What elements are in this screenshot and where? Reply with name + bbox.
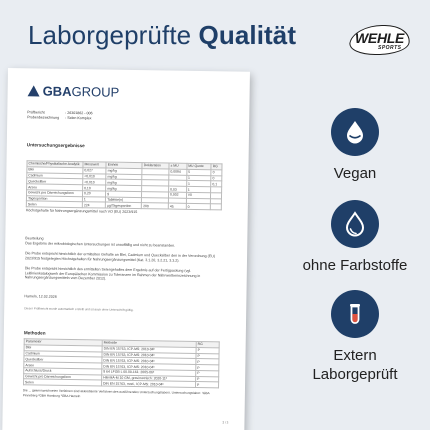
table-cell: P [196,359,219,365]
brand-logo-name: WEHLE [355,30,405,46]
table-cell: mg/kg [106,185,142,191]
table-cell: P [196,370,219,376]
lab-logo-text: GBAGROUP [42,83,120,100]
table-cell: Methode [102,340,196,347]
table-cell: Aufschluss/Druck [24,368,102,375]
brand-logo [350,22,412,58]
table-cell: 0,0084 [169,169,187,175]
methods-title: Methoden [23,330,46,336]
feature-lab-tested [290,290,420,384]
table-cell: DIN EN 15763, ICP-MS: 2010-04ᵇ [102,352,196,359]
table-cell: P [196,382,219,388]
table-cell: DIN EN 15763, ICP-MS: 2010-04ᵇ [102,363,196,370]
signature-note: Dieser Prüfbericht wurde automatisch erstellt und ist auch ohne Unterschrift gültig. [24,306,134,312]
table-cell: P [196,365,219,371]
table-cell: 45 [168,204,186,210]
feature-label-vegan: Vegan [333,165,377,182]
table-cell: Tablette(n) [106,197,142,203]
methods-table [23,338,220,388]
table-cell: 200 [142,203,169,209]
table-cell: 0,1 [211,181,222,187]
assessment-title: Beurteilung [25,236,44,241]
table-cell: Messwert [83,162,106,168]
table-cell: 1 [186,186,211,192]
table-cell: Tagesportion [26,195,82,202]
table-cell: g [106,191,142,197]
brand-logo-sub: SPORTS [378,45,402,51]
test-tube-icon [341,300,369,328]
table-cell: 1 [82,196,105,202]
table-cell: P [196,353,219,359]
table-cell: mg/kg [106,179,142,185]
feature-label-no-colorants: ohne Farbstoffe [302,257,408,274]
table-cell: 1 [186,181,211,187]
feature-vegan-badge [331,108,379,156]
no-color-drop-icon [341,210,369,238]
table-cell: µg/Tagesportion [106,203,142,209]
table-cell: 0,20 [82,191,105,197]
table-cell: Quecksilber [24,356,102,363]
table-cell: mg/kg [106,168,142,174]
table-cell: RG [196,341,219,347]
table-cell: DIN EN 15763, mod., ICP-MS: 2010-04ᵇ [102,380,196,387]
feature-label-lab-tested: Extern Laborgeprüft [312,347,398,383]
table-cell: <0,010 [83,179,106,185]
page-number: 2 / 3 [222,420,229,425]
table-cell: 224 [82,202,105,208]
feature-vegan [290,108,420,183]
table-cell: Chemische/Physikalische Analytik [27,161,83,168]
report-meta: Prüfbericht : 26301862 - 006 Probenbezeichnung : Selen Komplex [27,110,93,121]
table-cell: 0 [211,169,222,175]
assessment-paragraph-2: Die Probe entspricht hinsichtlich der ermittelten Gehalte an Blei, Cadmium und Quecksilber den in der Verordnung (EU) 2023/915 festgelegten Höchstgehalten für Nahrungsergänzungsmittel (Kat. 3.1.20, 3.2.21, 3.3.2). [24,251,216,263]
results-title: Untersuchungsergebnisse [26,142,85,149]
table-cell: Selen [24,379,102,386]
table-cell: 0,027 [83,167,106,173]
table-cell: 0,03 [169,186,187,192]
table-cell: Cadmium [24,350,102,357]
feature-no-colorants [290,200,420,275]
methods-footnote: Die ... gekennzeichneten Verfahren sind akkreditierte Verfahren des ausführenden Untersuchungslabors. Untersuchungslabor: ¹GBA Pinneberg ²GBA Hamburg ³GBA Hameln [22,388,210,398]
table-cell: mg/kg [106,174,142,180]
table-cell: Arsen [24,362,102,369]
table-cell: P [196,347,219,353]
table-cell: 0,10 [83,185,106,191]
feature-lab-tested-badge [331,290,379,338]
lab-report-document [2,68,250,430]
table-cell: Deklaration [142,163,169,169]
table-cell [211,204,222,210]
table-cell: MU Quote [187,163,212,169]
table-cell: Quecksilber [27,178,83,185]
table-cell: V0 [186,192,211,198]
table-cell: 1 [187,175,212,181]
headline-bold: Qualität [198,20,297,50]
table-cell: <0,010 [83,173,106,179]
table-cell: P [196,376,219,382]
table-cell: HM-MA-M 10 GM, gravimetrisch: 2020-11ᵇ [102,375,196,382]
feature-no-colorants-badge [331,200,379,248]
table-cell: DIN EN 15763, ICP-MS: 2010-04ᵇ [102,357,196,364]
table-cell: 0,002 [169,192,187,198]
headline-regular: Laborgeprüfte [28,20,199,50]
table-cell: Parameter [24,339,102,346]
table-cell: Arsen [27,184,83,191]
drop-icon [341,118,369,146]
place-date: Hameln, 12.02.2026 [24,294,57,299]
headline [28,20,296,51]
table-cell: § 64 LFGB L 00.00-161: 2005-06ᵇ [102,369,196,376]
table-cell: 0 [186,204,211,210]
table-cell: Cadmium [27,172,83,179]
assessment-paragraph-1: Das Ergebnis der mikrobiologischen Untersuchungen ist unauffällig und nicht zu beanstanden. [25,241,176,248]
lab-logo [28,83,120,99]
table-cell: 5 [187,169,212,175]
table-cell: ± MU [169,163,187,169]
results-note: Höchstgehalte für Nahrungsergänzungsmittel nach VO (EU) 2023/915 [25,208,138,215]
table-cell: Gewicht pro Darreichungsform [26,190,82,197]
table-cell: Blei [27,167,83,174]
table-cell: Gewicht pro Darreichungsform [24,373,102,380]
table-cell: DIN EN 15763, ICP-MS: 2010-04ᵇ [102,346,196,353]
table-cell: Einheit [106,162,142,168]
table-cell: 0 [211,175,222,181]
table-cell: Selen [26,201,82,208]
assessment-paragraph-3: Die Probe entspricht hinsichtlich des ermittelten Selengehaltes dem Ergebnis auf der Fertigpackung (vgl. Leitlinienkatalogwerk der Europäischen Kommission zu Toleranzen im Rahmen der Nährwertkennzeichnung in Nahrungsergänzungsmitteln vom Dezember 2012). [24,266,201,281]
table-cell: Blei [24,345,102,352]
lab-logo-mark-icon [28,85,40,96]
table-cell: RG [211,164,222,170]
results-table [26,160,223,210]
